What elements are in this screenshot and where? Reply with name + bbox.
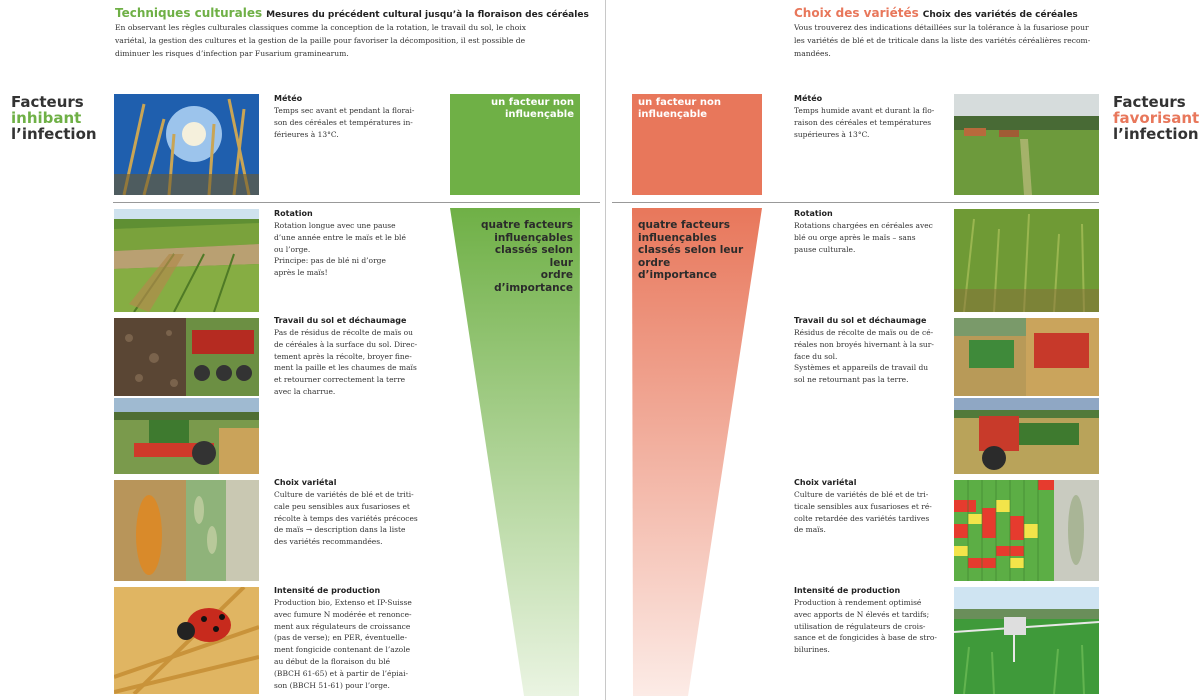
side-label-accent: inhibant [11, 109, 82, 127]
box-label: un facteur non [638, 97, 721, 108]
left-intensite-text [274, 597, 439, 691]
left-noninfluencable-box [450, 94, 580, 195]
text-line: ou l’orge. [274, 244, 311, 254]
text-line: tement après la récolte, broyer fine- [274, 351, 412, 361]
photo-soil-seeder [114, 318, 259, 396]
text-line: ment fongicide contenant de l’azole [274, 645, 411, 655]
left-header-intro [115, 21, 595, 60]
right-meteo-title: Météo [794, 94, 823, 103]
text-line: (BBCH 61-65) et à partir de l’épiai- [274, 668, 409, 678]
right-meteo-text [794, 105, 944, 140]
text-line: son (BBCH 51-61) pour l’orge. [274, 680, 390, 690]
right-header-subtitle: Choix des variétés de céréales [922, 10, 1078, 20]
right-rotation-text [794, 220, 944, 255]
right-header-line: les variétés de blé et de triticale dans la liste des variétés céréalières recom- [794, 36, 1091, 45]
text-line: supérieures à 13°C. [794, 129, 870, 139]
triangle-label-line: classés selon leur [638, 244, 744, 256]
left-triangle-label [470, 219, 573, 294]
text-line: face du sol. [794, 351, 838, 361]
text-line: Résidus de récolte de maïs ou de cé- [794, 328, 934, 337]
text-line: férieures à 13°C. [274, 129, 339, 139]
side-label-line: l’infection [1113, 125, 1199, 143]
text-line: au début de la floraison du blé [274, 656, 391, 666]
side-label-line: Facteurs [11, 93, 84, 111]
text-line: ticale sensibles aux fusarioses et ré- [794, 501, 932, 511]
text-line: (pas de verse); en PER, éventuelle- [274, 633, 408, 643]
text-line: après le maïs! [274, 268, 328, 278]
text-line: pause culturale. [794, 244, 856, 254]
photo-cereal-crop [954, 209, 1099, 312]
text-line: et retourner correctement la terre [274, 375, 406, 385]
right-header-line: Vous trouverez des indications détaillées sur la tolérance à la fusariose pour [794, 23, 1089, 32]
triangle-label-line: ordre [540, 269, 573, 281]
photo-mulcher-tractor [114, 398, 259, 474]
left-meteo-text [274, 105, 439, 140]
text-line: avec la charrue. [274, 386, 336, 396]
text-line: Temps humide avant et durant la flo- [794, 106, 935, 115]
side-label-line: Facteurs [1113, 93, 1186, 111]
right-travail-text [794, 327, 944, 386]
text-line: réales non broyés hivernant à la sur- [794, 339, 934, 349]
left-travail-text [274, 327, 439, 398]
left-header-line: En observant les règles culturales classiques comme la conception de la rotation, le travail du sol, le choix [115, 23, 526, 32]
right-triangle-label [638, 219, 748, 282]
triangle-label-line: influençables [494, 231, 573, 244]
right-section-divider [612, 202, 1099, 203]
right-side-label [1113, 94, 1199, 142]
left-side-label [11, 94, 97, 142]
text-line: sol ne retournant pas la terre. [794, 375, 909, 385]
photo-variety-table [954, 480, 1099, 581]
right-intensite-title: Intensité de production [794, 586, 901, 595]
text-line: sance et de fongicides à base de stro- [794, 633, 937, 643]
left-choix-text [274, 489, 439, 548]
text-line: Culture de variétés de blé et de tri- [794, 490, 929, 499]
right-header-heading: Choix des variétés [794, 6, 919, 20]
left-meteo-title: Météo [274, 94, 303, 103]
triangle-label-line: ordre [638, 256, 671, 269]
text-line: Pas de résidus de récolte de maïs ou [274, 328, 413, 337]
text-line: d’une année entre le maïs et le blé [274, 232, 406, 242]
photo-field-rotation [114, 209, 259, 312]
text-line: Culture de variétés de blé et de triti- [274, 490, 414, 499]
left-choix-title: Choix variétal [274, 478, 337, 487]
box-label: influençable [638, 109, 708, 120]
text-line: Rotations chargées en céréales avec [794, 221, 933, 230]
box-label: un facteur non [491, 97, 574, 108]
triangle-label-line: quatre facteurs [638, 219, 730, 231]
text-line: ment aux régulateurs de croissance [274, 621, 411, 631]
text-line: raison des céréales et températures [794, 117, 932, 127]
text-line: cale peu sensibles aux fusarioses et [274, 501, 410, 511]
text-line: Rotation longue avec une pause [274, 221, 396, 230]
text-line: des variétés recommandées. [274, 537, 383, 547]
text-line: Systèmes et appareils de travail du [794, 363, 929, 373]
photo-ladybug [114, 587, 259, 694]
left-rotation-title: Rotation [274, 209, 313, 218]
triangle-label-line: influençables [638, 231, 717, 244]
left-header-line: diminuer les risques d’infection par Fusarium graminearum. [115, 49, 349, 58]
right-choix-title: Choix variétal [794, 478, 857, 487]
left-header-line: variétal, la gestion des cultures et la gestion de la paille pour favoriser la décomposition, il est possible de [115, 36, 526, 45]
left-rotation-text [274, 220, 439, 279]
text-line: avec apports de N élevés et tardifs; [794, 609, 930, 619]
triangle-label-line: classés selon [494, 244, 573, 256]
text-line: blé ou orge après le maïs – sans [794, 232, 916, 242]
text-line: son des céréales et températures in- [274, 117, 413, 127]
right-noninfluencable-box [632, 94, 762, 195]
left-travail-title: Travail du sol et déchaumage [274, 316, 407, 325]
text-line: récolte à temps des variétés précoces [274, 513, 418, 523]
left-header-heading: Techniques culturales [115, 6, 263, 20]
box-label: influençable [504, 109, 574, 120]
left-intensite-title: Intensité de production [274, 586, 381, 595]
right-choix-text [794, 489, 944, 536]
text-line: utilisation de régulateurs de crois- [794, 621, 926, 631]
right-rotation-title: Rotation [794, 209, 833, 218]
text-line: colte retardée des variétés tardives [794, 513, 930, 523]
text-line: de maïs → description dans la liste [274, 525, 406, 535]
photo-combine-harvest [954, 318, 1099, 396]
photo-tractor-drill [954, 398, 1099, 474]
side-label-accent: favorisant [1113, 109, 1199, 127]
triangle-label-line: leur [549, 256, 573, 269]
text-line: de maïs. [794, 525, 826, 535]
text-line: Principe: pas de blé ni d’orge [274, 256, 386, 266]
text-line: de céréales à la surface du sol. Direc- [274, 339, 418, 349]
right-header-title [794, 6, 1078, 20]
left-header-title [115, 6, 589, 20]
text-line: ment la paille et les chaumes de maïs [274, 363, 417, 373]
right-travail-title: Travail du sol et déchaumage [794, 316, 927, 325]
text-line: avec fumure N modérée et renonce- [274, 609, 412, 619]
text-line: Production à rendement optimisé [794, 598, 922, 607]
right-header-intro [794, 21, 1194, 60]
text-line: Temps sec avant et pendant la florai- [274, 106, 415, 115]
photo-wheat-sky [114, 94, 259, 195]
photo-green-field-farm [954, 94, 1099, 195]
photo-sprayer-field [954, 587, 1099, 694]
left-header-subtitle: Mesures du précédent cultural jusqu’à la floraison des céréales [266, 10, 589, 20]
photo-corn-wheat [114, 480, 259, 581]
right-header-line: mandées. [794, 49, 831, 58]
triangle-label-line: d’importance [494, 281, 573, 294]
left-section-divider [113, 202, 600, 203]
triangle-label-line: d’importance [638, 269, 717, 281]
text-line: bilurines. [794, 645, 830, 655]
side-label-line: l’infection [11, 125, 97, 143]
text-line: Production bio, Extenso et IP-Suisse [274, 598, 412, 607]
right-intensite-text [794, 597, 944, 656]
triangle-label-line: quatre facteurs [481, 219, 573, 231]
